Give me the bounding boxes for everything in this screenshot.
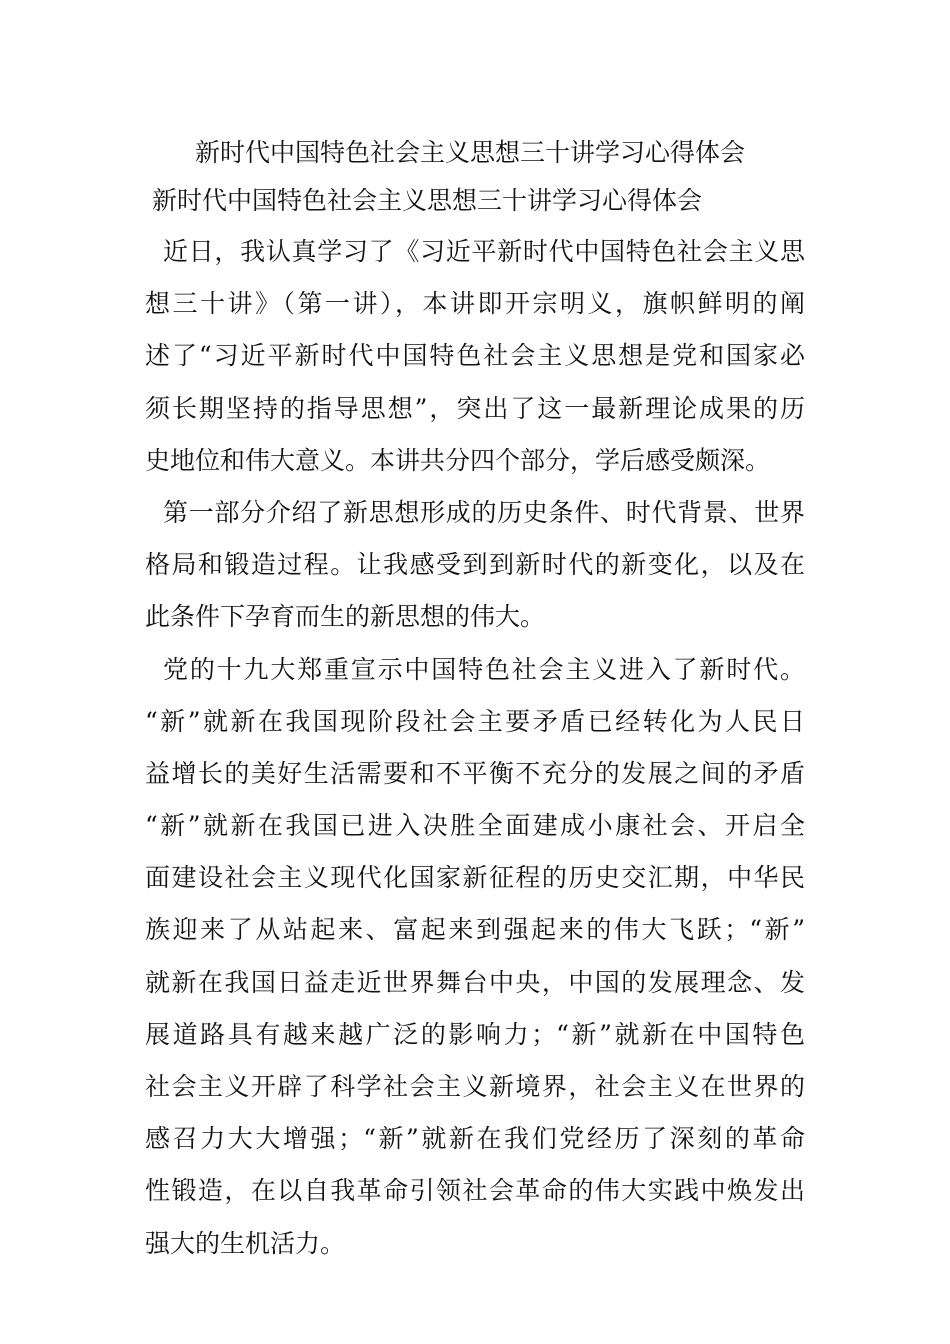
body-line: 强大的生机活力。	[145, 1228, 346, 1258]
body-line: 面建设社会主义现代化国家新征程的历史交汇期，中华民	[145, 863, 805, 893]
body-line: 述了“习近平新时代中国特色社会主义思想是党和国家必	[145, 341, 805, 371]
body-line: 须长期坚持的指导思想”，突出了这一最新理论成果的历	[145, 393, 805, 423]
body-line: 格局和锻造过程。让我感受到到新时代的新变化，以及在	[145, 550, 805, 580]
document-subtitle: 新时代中国特色社会主义思想三十讲学习心得体会	[152, 186, 703, 215]
body-line: “新”就新在我国已进入决胜全面建成小康社会、开启全	[145, 811, 805, 841]
body-line: 展道路具有越来越广泛的影响力；“新”就新在中国特色	[145, 1019, 805, 1049]
body-line: 益增长的美好生活需要和不平衡不充分的发展之间的矛盾	[145, 758, 805, 788]
document-title: 新时代中国特色社会主义思想三十讲学习心得体会	[195, 138, 746, 167]
body-line: 第一部分介绍了新思想形成的历史条件、时代背景、世界	[163, 497, 805, 527]
body-line: 想三十讲》（第一讲），本讲即开宗明义，旗帜鲜明的阐	[145, 289, 805, 319]
body-line: “新”就新在我国现阶段社会主要矛盾已经转化为人民日	[145, 706, 805, 736]
body-line: 感召力大大增强；“新”就新在我们党经历了深刻的革命	[145, 1124, 805, 1154]
document-body	[145, 226, 805, 1270]
body-line: 性锻造，在以自我革命引领社会革命的伟大实践中焕发出	[145, 1176, 805, 1206]
body-line: 社会主义开辟了科学社会主义新境界，社会主义在世界的	[145, 1072, 805, 1101]
body-line: 史地位和伟大意义。本讲共分四个部分，学后感受颇深。	[145, 445, 771, 475]
body-line: 此条件下孕育而生的新思想的伟大。	[145, 602, 546, 632]
body-line: 近日，我认真学习了《习近平新时代中国特色社会主义思	[163, 237, 805, 266]
body-line: 党的十九大郑重宣示中国特色社会主义进入了新时代。	[163, 654, 805, 684]
body-line: 族迎来了从站起来、富起来到强起来的伟大飞跃；“新”	[145, 915, 805, 945]
body-line: 就新在我国日益走近世界舞台中央，中国的发展理念、发	[145, 967, 805, 997]
